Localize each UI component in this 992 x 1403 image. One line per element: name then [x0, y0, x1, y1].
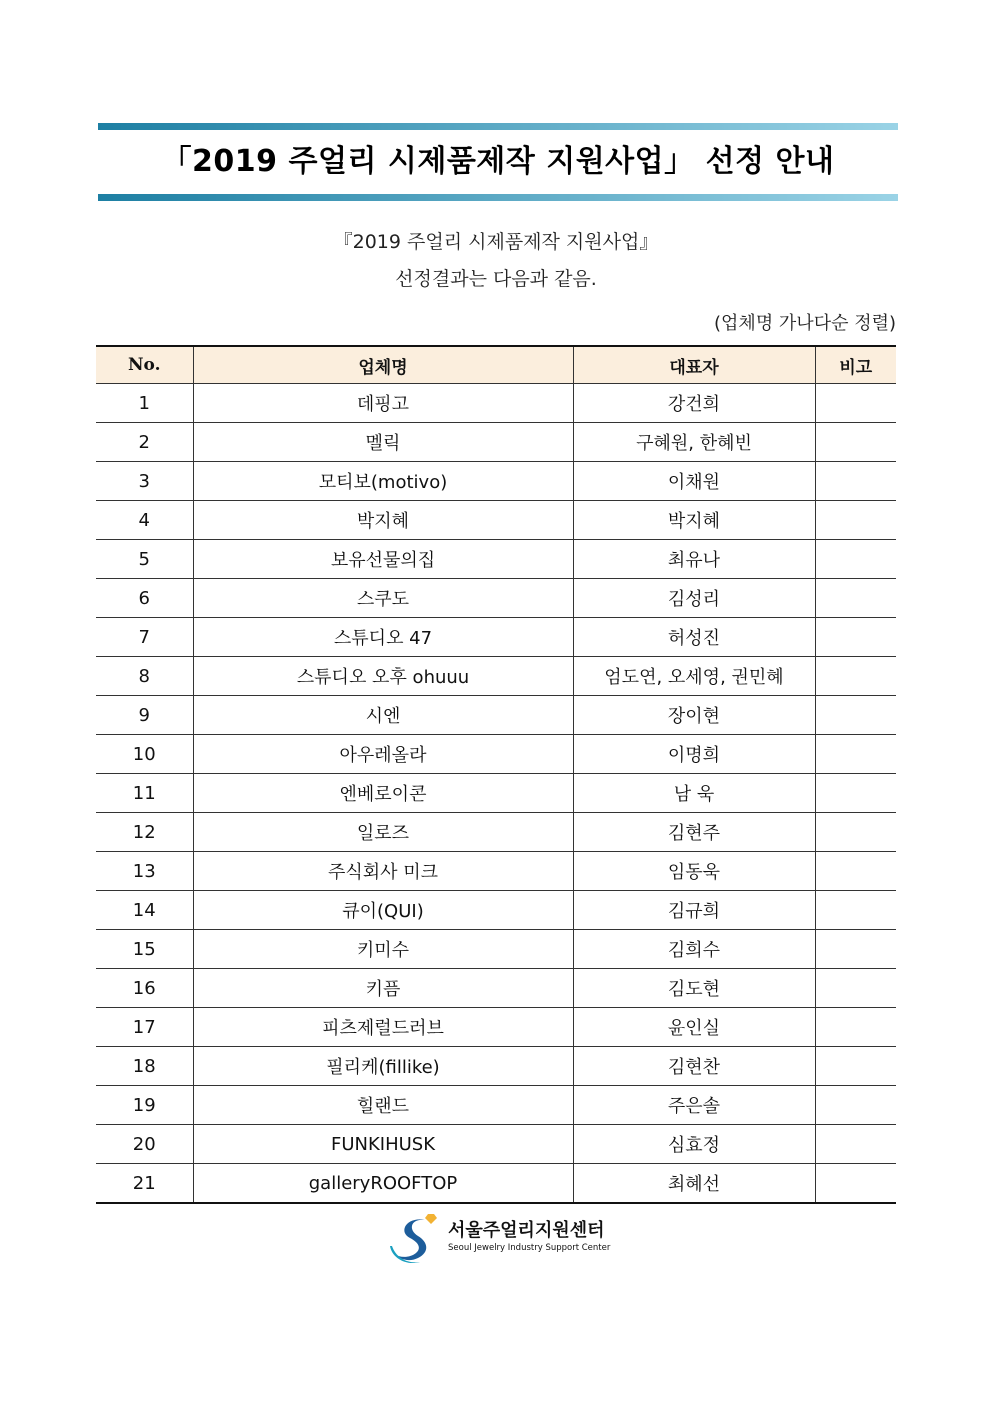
cell-representative: 박지혜	[573, 501, 815, 540]
cell-representative: 윤인실	[573, 1008, 815, 1047]
selection-table	[96, 345, 896, 1204]
table-header-row	[96, 346, 896, 384]
cell-representative: 이채원	[573, 462, 815, 501]
cell-no: 18	[96, 1047, 193, 1086]
cell-company: 데핑고	[193, 384, 573, 423]
cell-no: 1	[96, 384, 193, 423]
table-row	[96, 579, 896, 618]
table-body	[96, 384, 896, 1204]
logo-emblem-icon	[388, 1206, 446, 1268]
cell-note	[815, 618, 896, 657]
table-row	[96, 423, 896, 462]
sort-note: (업체명 가나다순 정렬)	[714, 313, 896, 334]
cell-note	[815, 735, 896, 774]
cell-note	[815, 930, 896, 969]
table-row	[96, 1125, 896, 1164]
cell-representative: 허성진	[573, 618, 815, 657]
cell-representative: 임동욱	[573, 852, 815, 891]
table-row	[96, 1008, 896, 1047]
cell-note	[815, 969, 896, 1008]
cell-company: 일로즈	[193, 813, 573, 852]
cell-company: 스튜디오 47	[193, 618, 573, 657]
table-row	[96, 813, 896, 852]
table-row	[96, 1164, 896, 1204]
cell-note	[815, 891, 896, 930]
table-row	[96, 696, 896, 735]
column-header-note: 비고	[815, 346, 896, 384]
cell-company: 큐이(QUI)	[193, 891, 573, 930]
cell-no: 11	[96, 774, 193, 813]
cell-note	[815, 1125, 896, 1164]
cell-note	[815, 813, 896, 852]
cell-no: 4	[96, 501, 193, 540]
page-title: 「2019 주얼리 시제품제작 지원사업」 선정 안내	[161, 144, 835, 179]
cell-note	[815, 657, 896, 696]
gem-icon	[425, 1214, 437, 1224]
cell-note	[815, 774, 896, 813]
cell-note	[815, 384, 896, 423]
cell-representative: 심효정	[573, 1125, 815, 1164]
cell-company: 모티보(motivo)	[193, 462, 573, 501]
cell-representative: 장이현	[573, 696, 815, 735]
table-row	[96, 618, 896, 657]
cell-company: 엔베로이콘	[193, 774, 573, 813]
cell-no: 16	[96, 969, 193, 1008]
cell-representative: 김성리	[573, 579, 815, 618]
cell-no: 2	[96, 423, 193, 462]
table-row	[96, 501, 896, 540]
cell-note	[815, 1086, 896, 1125]
cell-note	[815, 540, 896, 579]
cell-no: 13	[96, 852, 193, 891]
cell-no: 10	[96, 735, 193, 774]
cell-note	[815, 696, 896, 735]
cell-note	[815, 501, 896, 540]
cell-company: 보유선물의집	[193, 540, 573, 579]
cell-no: 14	[96, 891, 193, 930]
cell-no: 20	[96, 1125, 193, 1164]
cell-representative: 이명희	[573, 735, 815, 774]
cell-representative: 남 욱	[573, 774, 815, 813]
cell-company: 스쿠도	[193, 579, 573, 618]
cell-company: 필리케(fillike)	[193, 1047, 573, 1086]
cell-no: 9	[96, 696, 193, 735]
cell-no: 15	[96, 930, 193, 969]
title-bottom-bar	[98, 194, 898, 201]
cell-company: FUNKIHUSK	[193, 1125, 573, 1164]
logo-subtitle: Seoul Jewelry Industry Support Center	[448, 1243, 611, 1253]
cell-representative: 김규희	[573, 891, 815, 930]
cell-company: 박지혜	[193, 501, 573, 540]
cell-no: 5	[96, 540, 193, 579]
table-row	[96, 1047, 896, 1086]
cell-representative: 김도현	[573, 969, 815, 1008]
cell-representative: 구혜원, 한혜빈	[573, 423, 815, 462]
cell-representative: 김희수	[573, 930, 815, 969]
cell-representative: 최유나	[573, 540, 815, 579]
cell-representative: 엄도연, 오세영, 권민혜	[573, 657, 815, 696]
subtitle-line-1: 『2019 주얼리 시제품제작 지원사업』	[333, 231, 659, 253]
cell-representative: 김현찬	[573, 1047, 815, 1086]
cell-company: 키픔	[193, 969, 573, 1008]
cell-note	[815, 852, 896, 891]
table-row	[96, 384, 896, 423]
cell-company: 힐랜드	[193, 1086, 573, 1125]
table-row	[96, 540, 896, 579]
table-row	[96, 1086, 896, 1125]
cell-company: galleryROOFTOP	[193, 1164, 573, 1204]
cell-company: 키미수	[193, 930, 573, 969]
table-row	[96, 735, 896, 774]
cell-no: 19	[96, 1086, 193, 1125]
table-row	[96, 969, 896, 1008]
cell-company: 스튜디오 오후 ohuuu	[193, 657, 573, 696]
column-header-representative: 대표자	[573, 346, 815, 384]
table-row	[96, 774, 896, 813]
center-logo	[388, 1206, 618, 1268]
table-row	[96, 852, 896, 891]
cell-company: 시엔	[193, 696, 573, 735]
logo-s-shape	[394, 1219, 426, 1260]
cell-no: 8	[96, 657, 193, 696]
table-row	[96, 657, 896, 696]
cell-representative: 김현주	[573, 813, 815, 852]
cell-company: 아우레올라	[193, 735, 573, 774]
cell-representative: 강건희	[573, 384, 815, 423]
logo-name: 서울주얼리지원센터	[448, 1220, 605, 1241]
table-row	[96, 891, 896, 930]
table-row	[96, 462, 896, 501]
cell-note	[815, 1008, 896, 1047]
cell-note	[815, 462, 896, 501]
cell-no: 6	[96, 579, 193, 618]
cell-company: 피츠제럴드러브	[193, 1008, 573, 1047]
cell-no: 12	[96, 813, 193, 852]
cell-no: 21	[96, 1164, 193, 1204]
title-top-bar	[98, 123, 898, 130]
cell-note	[815, 423, 896, 462]
cell-no: 17	[96, 1008, 193, 1047]
table-row	[96, 930, 896, 969]
cell-note	[815, 1164, 896, 1204]
cell-representative: 최혜선	[573, 1164, 815, 1204]
cell-representative: 주은솔	[573, 1086, 815, 1125]
column-header-no: No.	[96, 346, 193, 384]
cell-no: 7	[96, 618, 193, 657]
cell-note	[815, 579, 896, 618]
cell-note	[815, 1047, 896, 1086]
cell-no: 3	[96, 462, 193, 501]
cell-company: 주식회사 미크	[193, 852, 573, 891]
cell-company: 멜릭	[193, 423, 573, 462]
subtitle-line-2: 선정결과는 다음과 같음.	[395, 268, 597, 290]
column-header-company: 업체명	[193, 346, 573, 384]
